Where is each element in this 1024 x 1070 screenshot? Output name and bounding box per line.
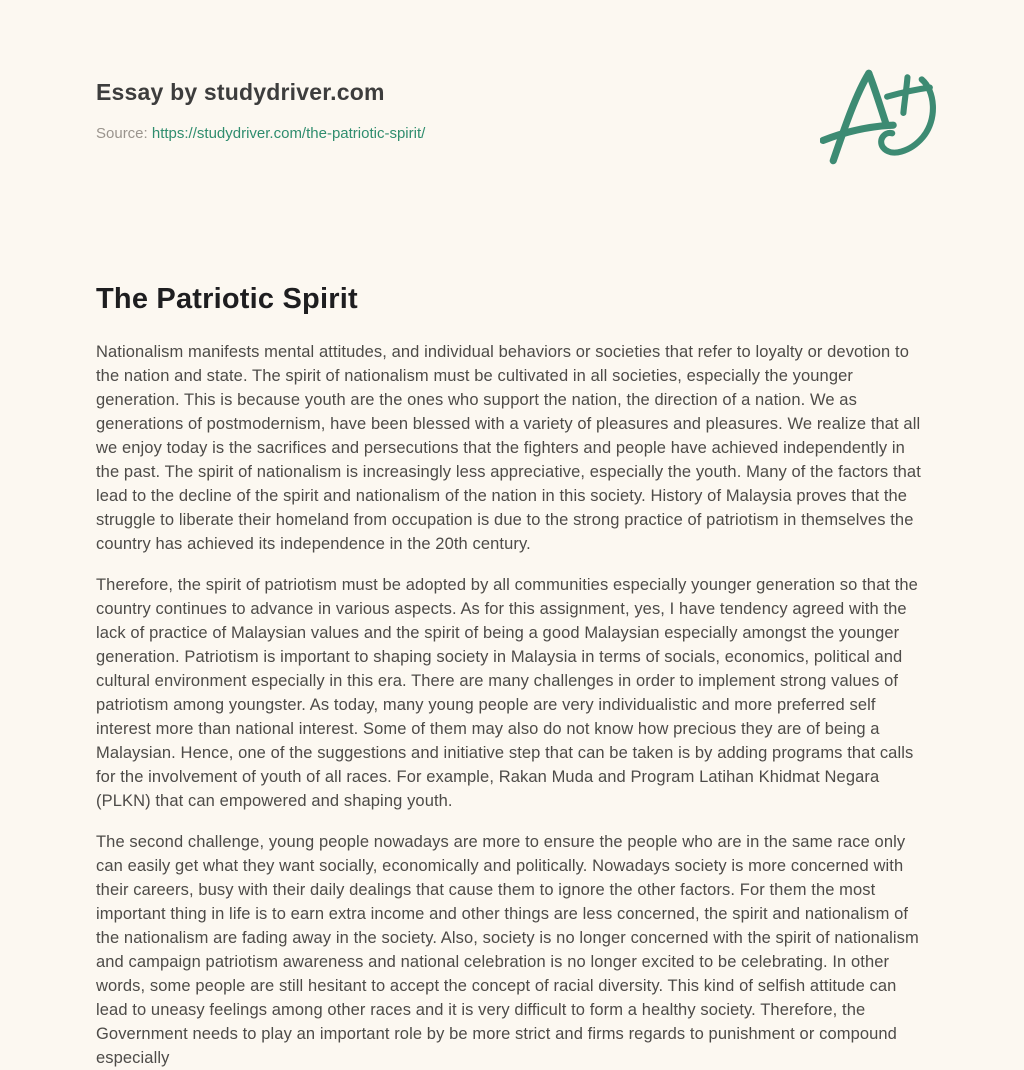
essay-body — [96, 340, 928, 1070]
essay-paragraph: Therefore, the spirit of patriotism must be adopted by all communities especially younger generation so that the country continues to advance in various aspects. As for this assignment, yes, I have tendency agreed with the lack of practice of Malaysian values and the spirit of being a good Malaysian especially amongst the younger generation. Patriotism is important to shaping society in Malaysia in terms of socials, economics, political and cultural environment especially in this era. There are many challenges in order to implement strong values of patriotism among youngster. As today, many young people are very individualistic and more preferred self interest more than national interest. Some of them may also do not know how precious they are of being a Malaysian. Hence, one of the suggestions and initiative step that can be taken is by adding programs that calls for the involvement of youth of all races. For example, Rakan Muda and Program Latihan Khidmat Negara (PLKN) that can empowered and shaping youth. — [96, 576, 918, 810]
document-page — [96, 0, 928, 1070]
source-line — [96, 124, 425, 144]
a-plus-logo-icon — [820, 66, 940, 168]
page-title: Essay by studydriver.com — [96, 79, 385, 105]
source-link[interactable]: https://studydriver.com/the-patriotic-spirit/ — [151, 125, 426, 142]
header-text-block — [96, 78, 425, 144]
document-header — [96, 78, 928, 168]
essay-paragraph: The second challenge, young people nowadays are more to ensure the people who are in the same race only can easily get what they want socially, economically and politically. Nowadays society is more concerned with their careers, busy with their daily dealings that cause them to ignore the other factors. For them the most important thing in life is to earn extra income and other things are less concerned, the spirit and nationalism of the nationalism are fading away in the society. Also, society is no longer concerned with the spirit of nationalism and campaign patriotism awareness and national celebration is no longer excited to be celebrating. In other words, some people are still hesitant to accept the concept of racial diversity. This kind of selfish attitude can lead to uneasy feelings among other races and it is very difficult to form a healthy society. Therefore, the Government needs to play an important role by be more strict and firms regards to punishment or compound especially — [96, 833, 919, 1067]
essay-title: The Patriotic Spirit — [96, 283, 358, 315]
source-label: Source: — [96, 125, 148, 142]
essay-paragraph: Nationalism manifests mental attitudes, and individual behaviors or societies that refer to loyalty or devotion to the nation and state. The spirit of nationalism must be cultivated in all societies, especially the younger generation. This is because youth are the ones who support the nation, the direction of a nation. We as generations of postmodernism, have been blessed with a variety of pleasures and pleasures. We realize that all we enjoy today is the sacrifices and persecutions that the fighters and people have achieved independently in the past. The spirit of nationalism is increasingly less appreciative, especially the youth. Many of the factors that lead to the decline of the spirit and nationalism of the nation in this society. History of Malaysia proves that the struggle to liberate their homeland from occupation is due to the strong practice of patriotism in themselves the country has achieved its independence in the 20th century. — [96, 343, 921, 553]
studydriver-logo — [820, 66, 940, 168]
